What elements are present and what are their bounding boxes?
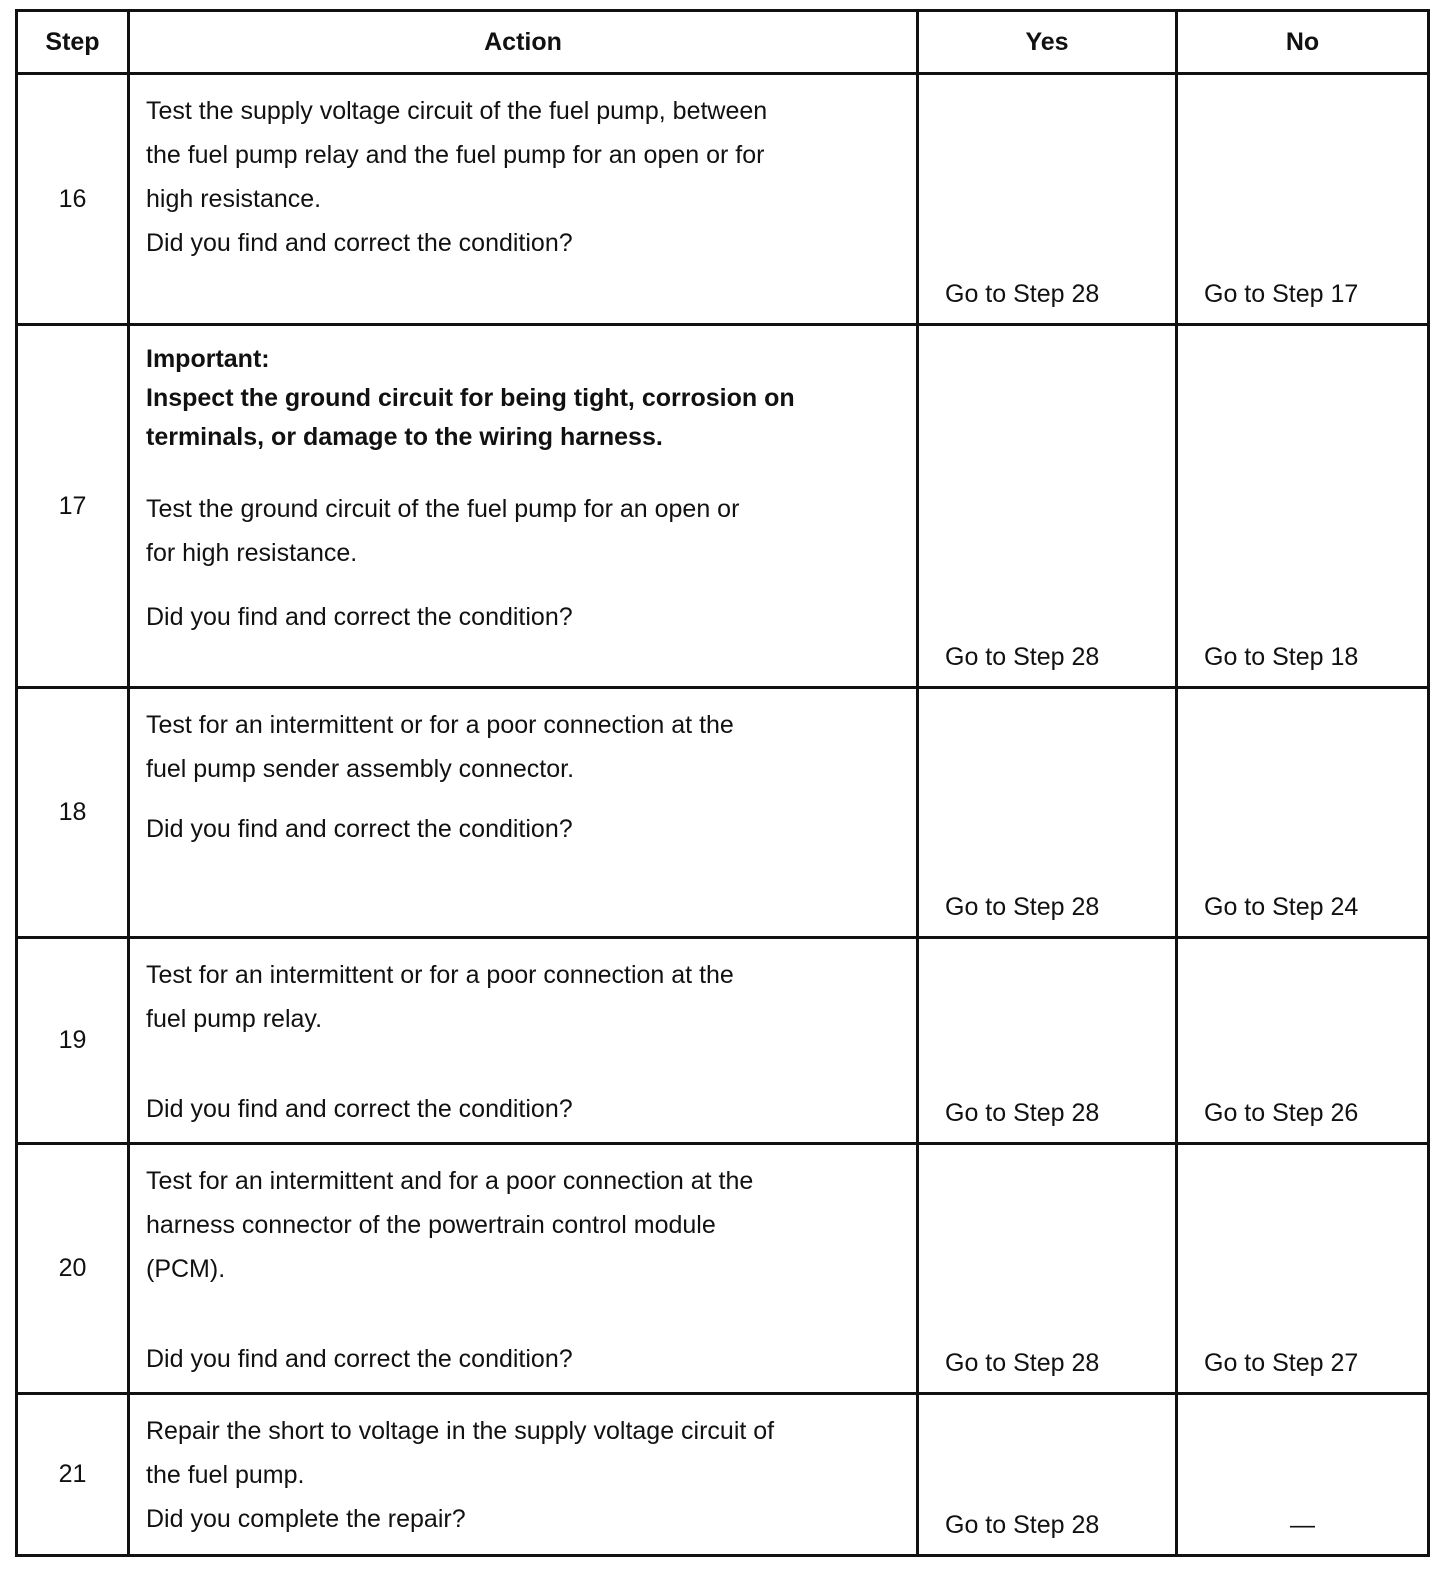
table-row [17, 938, 1429, 1144]
important-label: Important: [146, 345, 270, 373]
action-question: Did you find and correct the condition? [146, 1345, 573, 1373]
action-question: Did you find and correct the condition? [146, 1095, 573, 1123]
yes-result: Go to Step 28 [918, 1394, 1177, 1556]
action-cell [129, 325, 918, 688]
action-line: (PCM). [146, 1255, 226, 1283]
important-line: terminals, or damage to the wiring harness. [146, 423, 663, 451]
step-number: 18 [17, 688, 129, 938]
no-result: Go to Step 18 [1177, 325, 1429, 688]
diagnostic-table [15, 9, 1430, 1557]
action-line: Repair the short to voltage in the supply voltage circuit of [146, 1417, 775, 1445]
action-cell [129, 1394, 918, 1556]
yes-result: Go to Step 28 [918, 1144, 1177, 1394]
action-question: Did you find and correct the condition? [146, 229, 573, 257]
header-action: Action [129, 11, 918, 74]
table-row [17, 688, 1429, 938]
header-row [17, 11, 1429, 74]
action-line: Test the ground circuit of the fuel pump for an open or [146, 495, 740, 523]
action-question: Did you find and correct the condition? [146, 815, 573, 843]
action-line: Test for an intermittent and for a poor connection at the [146, 1167, 754, 1195]
action-line: high resistance. [146, 185, 322, 213]
action-line: fuel pump relay. [146, 1005, 323, 1033]
table-row [17, 1144, 1429, 1394]
no-result: Go to Step 26 [1177, 938, 1429, 1144]
action-question: Did you find and correct the condition? [146, 603, 573, 631]
table-row [17, 1394, 1429, 1556]
step-number: 17 [17, 325, 129, 688]
action-line: the fuel pump relay and the fuel pump for an open or for [146, 141, 765, 169]
step-number: 19 [17, 938, 129, 1144]
yes-result: Go to Step 28 [918, 74, 1177, 325]
action-line: the fuel pump. [146, 1461, 305, 1489]
yes-result: Go to Step 28 [918, 938, 1177, 1144]
table-row [17, 325, 1429, 688]
action-question: Did you complete the repair? [146, 1505, 466, 1533]
yes-result: Go to Step 28 [918, 688, 1177, 938]
action-line: fuel pump sender assembly connector. [146, 755, 575, 783]
step-number: 16 [17, 74, 129, 325]
action-cell [129, 1144, 918, 1394]
no-result: — [1177, 1394, 1429, 1556]
action-line: harness connector of the powertrain control module [146, 1211, 716, 1239]
action-cell [129, 938, 918, 1144]
action-cell [129, 74, 918, 325]
header-step: Step [17, 11, 129, 74]
action-line: for high resistance. [146, 539, 358, 567]
header-no: No [1177, 11, 1429, 74]
no-result: Go to Step 27 [1177, 1144, 1429, 1394]
no-result: Go to Step 17 [1177, 74, 1429, 325]
action-line: Test the supply voltage circuit of the fuel pump, between [146, 97, 768, 125]
action-line: Test for an intermittent or for a poor connection at the [146, 711, 734, 739]
action-cell [129, 688, 918, 938]
important-line: Inspect the ground circuit for being tight, corrosion on [146, 384, 795, 412]
yes-result: Go to Step 28 [918, 325, 1177, 688]
no-result: Go to Step 24 [1177, 688, 1429, 938]
table-row [17, 74, 1429, 325]
header-yes: Yes [918, 11, 1177, 74]
step-number: 21 [17, 1394, 129, 1556]
step-number: 20 [17, 1144, 129, 1394]
action-line: Test for an intermittent or for a poor connection at the [146, 961, 734, 989]
